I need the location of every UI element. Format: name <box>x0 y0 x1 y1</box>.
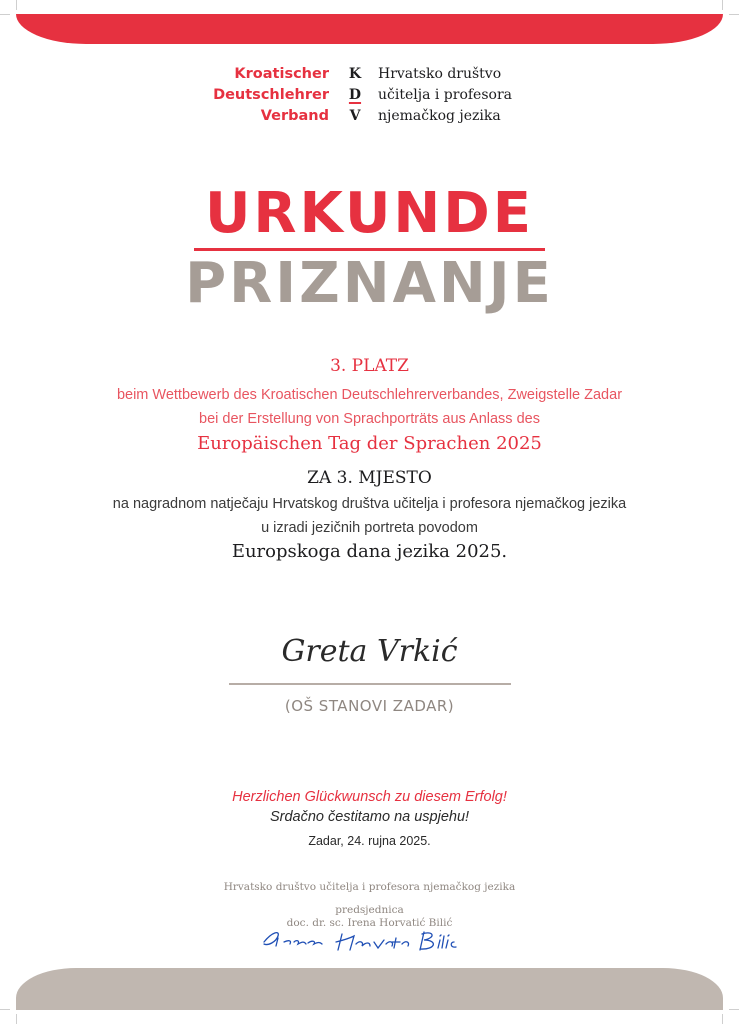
congrats-croatian: Srdačno čestitamo na uspjehu! <box>269 809 470 825</box>
place-croatian: ZA 3. MJESTO <box>307 468 432 488</box>
crop-mark <box>722 0 723 10</box>
logo-right-line: Hrvatsko društvo <box>378 66 502 82</box>
handwritten-signature <box>258 922 488 956</box>
name-underline <box>229 683 511 685</box>
congrats-german: Herzlichen Glückwunsch zu diesem Erfolg! <box>232 789 507 805</box>
crop-mark <box>0 1009 10 1010</box>
logo-letter-k: K <box>348 66 362 82</box>
logo-german-name <box>213 64 329 127</box>
logo-letters <box>345 64 365 127</box>
logo-left-line: Verband <box>260 108 329 124</box>
place-date: Zadar, 24. rujna 2025. <box>308 834 431 848</box>
competition-croatian-line2: u izradi jezičnih portreta povodom <box>261 520 478 536</box>
crop-mark <box>722 1014 723 1024</box>
footer-role: predsjednica <box>335 904 404 916</box>
crop-mark <box>16 1014 17 1024</box>
logo-croatian-name <box>378 64 512 127</box>
event-croatian: Europskoga dana jezika 2025. <box>231 541 508 562</box>
recipient-name: Greta Vrkić <box>281 634 458 669</box>
logo-right-line: njemačkog jezika <box>378 108 501 124</box>
footer-organization: Hrvatsko društvo učitelja i profesora njemačkog jezika <box>223 881 516 893</box>
logo-letter-d: D <box>348 87 362 103</box>
place-german: 3. PLATZ <box>330 356 409 376</box>
competition-german-line1: beim Wettbewerb des Kroatischen Deutschlehrerverbandes, Zweigstelle Zadar <box>116 387 623 403</box>
title-croatian: PRIZNANJE <box>185 251 554 316</box>
recipient-school: (OŠ STANOVI ZADAR) <box>284 697 455 715</box>
crop-mark <box>729 1009 739 1010</box>
logo-left-line: Kroatischer <box>234 66 329 82</box>
kdv-logo <box>0 64 739 126</box>
crop-mark <box>729 14 739 15</box>
top-red-band <box>16 14 723 44</box>
event-german: Europäischen Tag der Sprachen 2025 <box>197 433 542 454</box>
crop-mark <box>0 14 10 15</box>
competition-croatian-line1: na nagradnom natječaju Hrvatskog društva učitelja i profesora njemačkog jezika <box>112 496 627 512</box>
logo-left-line: Deutschlehrer <box>213 87 329 103</box>
logo-right-line: učitelja i profesora <box>378 87 512 103</box>
footer-signer: doc. dr. sc. Irena Horvatić Bilić <box>286 917 453 929</box>
crop-mark <box>16 0 17 10</box>
title-german: URKUNDE <box>204 181 535 246</box>
logo-letter-v: V <box>349 108 361 124</box>
bottom-taupe-band <box>16 968 723 1010</box>
competition-german-line2: bei der Erstellung von Sprachporträts aus Anlass des <box>199 411 540 427</box>
